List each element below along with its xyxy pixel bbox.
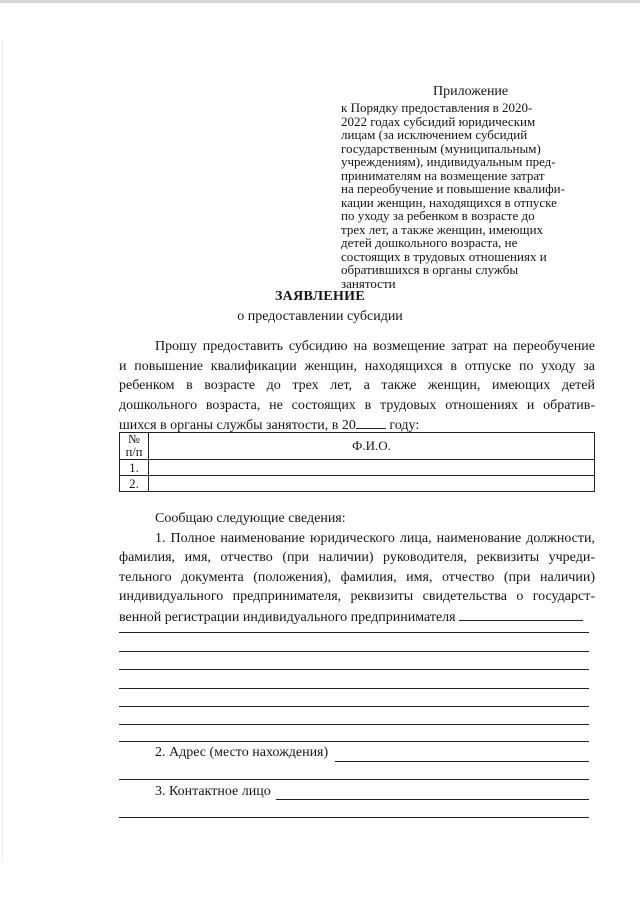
- entity-name-line[interactable]: [119, 741, 589, 742]
- entity-name-line[interactable]: [119, 688, 589, 689]
- request-line-end: году:: [389, 418, 420, 433]
- request-paragraph: [119, 337, 595, 435]
- col-number-label: №: [128, 432, 140, 446]
- document-subtitle: о предоставлении субсидии: [237, 309, 403, 324]
- fio-cell[interactable]: [149, 460, 595, 476]
- scan-edge-top: [0, 0, 640, 3]
- appendix-line: 2022 годах субсидий юридическим: [341, 113, 536, 129]
- info-line: [119, 607, 595, 627]
- info-line: индивидуального предпринимателя, реквизиты свидетельства о государст-: [119, 589, 595, 604]
- contact-blank[interactable]: [276, 799, 589, 800]
- request-line: ребенком в возрасте до трех лет, а также женщин, имеющих детей: [119, 378, 595, 393]
- entity-name-line[interactable]: [119, 706, 589, 707]
- request-line: и повышение квалификации женщин, находящихся в отпуске по уходу за: [119, 358, 595, 374]
- col-fio-header: Ф.И.О.: [149, 433, 595, 460]
- appendix-line: занятости: [341, 275, 396, 291]
- entity-name-line[interactable]: [119, 669, 589, 670]
- table-header-row: [120, 433, 595, 460]
- appendix-line: состоящих в трудовых отношениях и: [341, 248, 547, 264]
- appendix-line: лицам (за исключением субсидий: [341, 127, 528, 142]
- address-label: 2. Адрес (место нахождения): [155, 745, 329, 760]
- table-row: [120, 476, 595, 492]
- col-number-label: п/п: [125, 445, 143, 459]
- entity-name-line[interactable]: [119, 632, 589, 633]
- appendix-text: [341, 101, 593, 290]
- request-line-start: шихся в органы службы занятости, в 20: [119, 418, 356, 433]
- col-number-header: [120, 433, 149, 460]
- appendix-line: обратившихся в органы службы: [341, 262, 519, 277]
- row-number: 2.: [120, 476, 149, 492]
- contact-label: 3. Контактное лицо: [155, 784, 271, 799]
- appendix-line: на переобучение и повышение квалифи-: [341, 181, 565, 196]
- appendix-line: государственным (муниципальным): [341, 140, 541, 156]
- info-line-text: венной регистрации индивидуального предпринимателя: [119, 609, 456, 625]
- request-line: дошкольного возраста, не состоящих в трудовых отношениях и обратив-: [119, 397, 595, 413]
- applicants-table: [119, 432, 595, 492]
- entity-name-line[interactable]: [119, 724, 589, 725]
- appendix-line: к Порядку предоставления в 2020-: [341, 100, 533, 115]
- info-intro: Сообщаю следующие сведения:: [155, 511, 346, 526]
- info-line: тельного документа (положения), фамилия, имя, отчество (при наличии): [119, 569, 595, 585]
- appendix-line: принимателям на возмещение затрат: [341, 167, 545, 183]
- appendix-title: Приложение: [433, 84, 509, 99]
- info-line: 1. Полное наименование юридического лица, наименование должности,: [155, 530, 595, 546]
- address-blank[interactable]: [335, 761, 589, 762]
- row-number: 1.: [120, 460, 149, 476]
- year-blank[interactable]: [356, 415, 386, 429]
- address-line[interactable]: [119, 779, 589, 780]
- document-title: ЗАЯВЛЕНИЕ: [274, 289, 365, 304]
- fio-cell[interactable]: [149, 476, 595, 492]
- request-line: Прошу предоставить субсидию на возмещение затрат на переобучение: [155, 339, 595, 354]
- appendix-line: по уходу за ребенком в возрасте до: [341, 208, 535, 223]
- entity-name-line[interactable]: [119, 651, 589, 652]
- scan-edge-left: [2, 40, 3, 860]
- appendix-line: трех лет, а также женщин, имеющих: [341, 221, 544, 237]
- info-paragraph: [119, 509, 595, 626]
- contact-line[interactable]: [119, 817, 589, 818]
- appendix-line: кации женщин, находящихся в отпуске: [341, 194, 557, 210]
- info-line: фамилия, имя, отчество (при наличии) руководителя, реквизиты учреди-: [119, 550, 595, 565]
- appendix-line: учреждениям), индивидуальным пред-: [341, 154, 556, 169]
- table-row: [120, 460, 595, 476]
- entity-name-blank[interactable]: [459, 607, 583, 621]
- appendix-line: детей дошкольного возраста, не: [341, 235, 518, 250]
